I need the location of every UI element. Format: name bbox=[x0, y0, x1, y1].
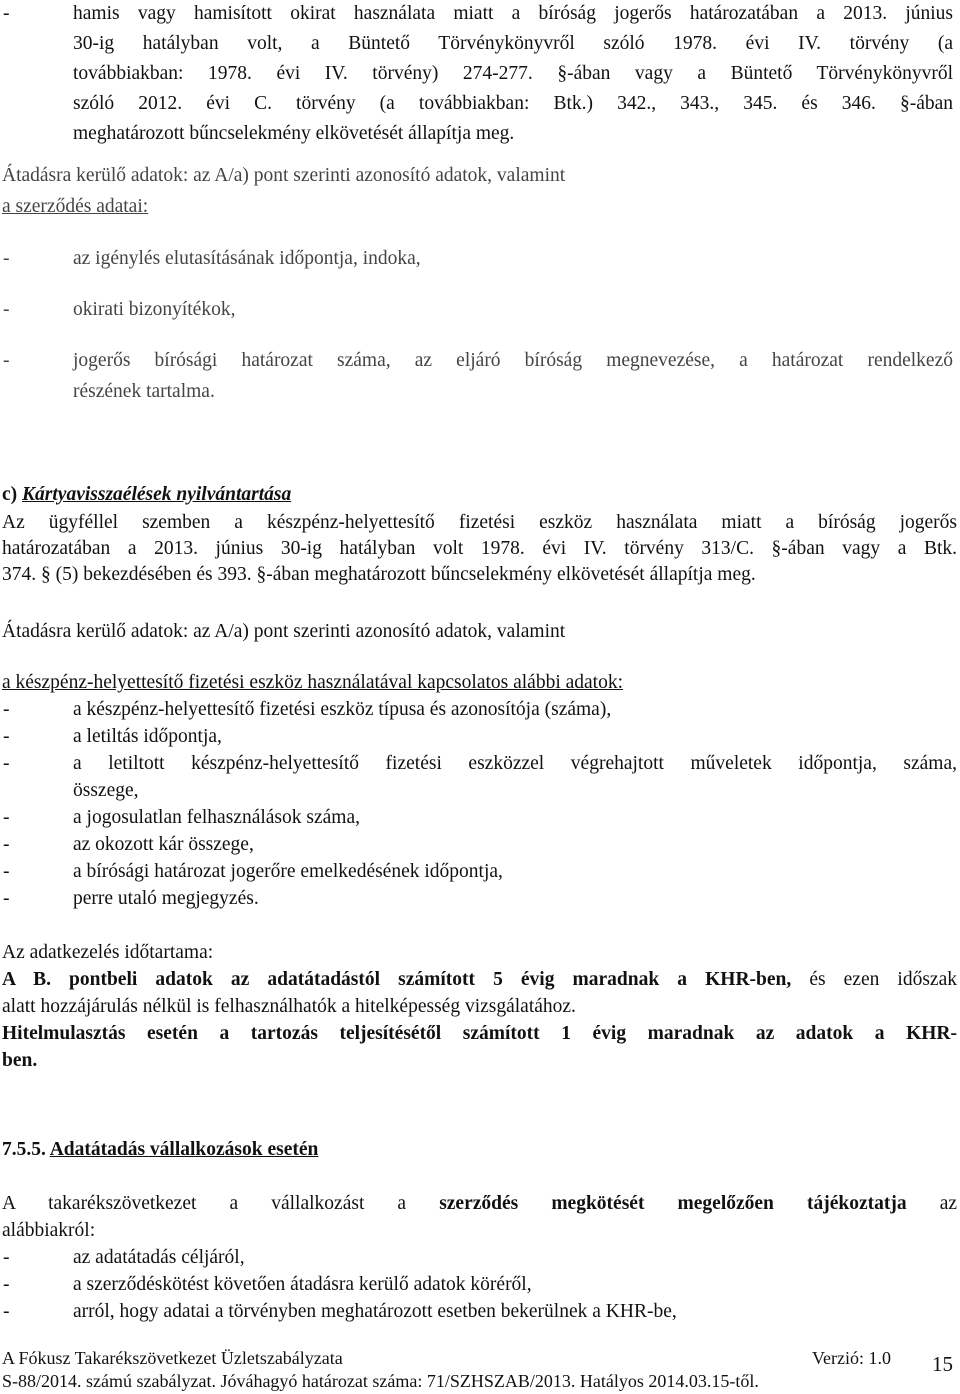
section-paragraph-line: Az ügyféllel szemben a készpénz-helyettesítő fizetési eszköz használata miatt a bíróság jogerős bbox=[2, 512, 957, 533]
section-title: Adatátadás vállalkozások esetén bbox=[49, 1139, 319, 1160]
top-item-line: hamis vagy hamisított okirat használata miatt a bíróság jogerős határozatában a 2013. június bbox=[73, 3, 953, 24]
list-item: a jogosulatlan felhasználások száma, bbox=[73, 807, 360, 828]
top-item-line: 30-ig hatályban volt, a Büntető Törvénykönyvről szóló 1978. évi IV. törvény (a bbox=[73, 33, 953, 54]
top-item-line: továbbiakban: 1978. évi IV. törvény) 274-277. §-ában vagy a Büntető Törvénykönyvről bbox=[73, 63, 953, 84]
list-item: a készpénz-helyettesítő fizetési eszköz típusa és azonosítója (száma), bbox=[73, 699, 612, 720]
section-heading bbox=[2, 1138, 318, 1162]
intro-text-underlined: a készpénz-helyettesítő fizetési eszköz használatával kapcsolatos alábbi adatok: bbox=[2, 672, 624, 693]
footer-version: Verzió: 1.0 bbox=[812, 1348, 891, 1368]
section-paragraph-line: alábbiakról: bbox=[2, 1220, 96, 1241]
list-item-continuation: összege, bbox=[73, 780, 139, 801]
list-dash: - bbox=[3, 350, 10, 371]
list-item: a bírósági határozat jogerőre emelkedésének időpontja, bbox=[73, 861, 503, 882]
section-heading bbox=[2, 483, 291, 507]
list-dash: - bbox=[3, 1247, 10, 1268]
list-dash: - bbox=[3, 888, 10, 909]
retention-bold-line: ben. bbox=[2, 1050, 38, 1071]
list-dash: - bbox=[3, 726, 10, 747]
emphasis-text: szerződés megkötését megelőzően tájékoztatja bbox=[439, 1193, 907, 1214]
list-item: az okozott kár összege, bbox=[73, 834, 254, 855]
list-dash: - bbox=[3, 3, 10, 24]
list-dash: - bbox=[3, 753, 10, 774]
list-dash: - bbox=[3, 1274, 10, 1295]
list-dash: - bbox=[3, 807, 10, 828]
list-item-continuation: részének tartalma. bbox=[73, 381, 215, 402]
top-item-line: meghatározott bűncselekmény elkövetését állapítja meg. bbox=[73, 123, 515, 144]
intro-text: Átadásra kerülő adatok: az A/a) pont szerinti azonosító adatok, valamint bbox=[2, 621, 566, 642]
list-item: perre utaló megjegyzés. bbox=[73, 888, 259, 909]
retention-bold-line: Hitelmulasztás esetén a tartozás teljesítésétől számított 1 évig maradnak az adatok a KHR- bbox=[2, 1023, 957, 1044]
section-number: 7.5.5. bbox=[2, 1139, 46, 1160]
top-item-line: szóló 2012. évi C. törvény (a továbbiakban: Btk.) 342., 343., 345. és 346. §-ában bbox=[73, 93, 953, 114]
section-label: c) bbox=[2, 484, 18, 505]
section-paragraph-line: határozatában a 2013. június 30-ig hatályban volt 1978. évi IV. törvény 313/C. §-ában vagy a Btk. bbox=[2, 538, 957, 559]
page-number: 15 bbox=[932, 1352, 953, 1376]
list-item: jogerős bírósági határozat száma, az eljáró bíróság megnevezése, a határozat rendelkező bbox=[73, 350, 953, 371]
section-title: Kártyavisszaélések nyilvántartása bbox=[22, 484, 292, 505]
section-paragraph-line: A takarékszövetkezet a vállalkozást a szerződés megkötését megelőzően tájékoztatja az bbox=[2, 1193, 958, 1214]
footer-title: A Fókusz Takarékszövetkezet Üzletszabályzata bbox=[2, 1348, 343, 1368]
intro-text: Átadásra kerülő adatok: az A/a) pont szerinti azonosító adatok, valamint bbox=[2, 165, 566, 186]
section-paragraph-line: 374. § (5) bekezdésében és 393. §-ában meghatározott bűncselekmény elkövetését állapítja meg. bbox=[2, 564, 756, 585]
list-dash: - bbox=[3, 861, 10, 882]
list-item: arról, hogy adatai a törvényben meghatározott esetben bekerülnek a KHR-be, bbox=[73, 1301, 677, 1322]
retention-text: és ezen időszak bbox=[791, 969, 957, 990]
retention-label: Az adatkezelés időtartama: bbox=[2, 942, 214, 963]
list-dash: - bbox=[3, 699, 10, 720]
list-dash: - bbox=[3, 1301, 10, 1322]
list-item: a letiltott készpénz-helyettesítő fizetési eszközzel végrehajtott műveletek időpontja, száma, bbox=[73, 753, 957, 774]
retention-bold-text: A B. pontbeli adatok az adatátadástól számított 5 évig maradnak a KHR-ben, bbox=[2, 969, 792, 990]
retention-line bbox=[2, 968, 957, 992]
list-item: az adatátadás céljáról, bbox=[73, 1247, 245, 1268]
footer-regulation: S-88/2014. számú szabályzat. Jóváhagyó határozat száma: 71/SZHSZAB/2013. Hatályos 2014.03.15-től. bbox=[2, 1371, 759, 1391]
list-dash: - bbox=[3, 248, 10, 269]
list-item: az igénylés elutasításának időpontja, indoka, bbox=[73, 248, 421, 269]
list-item: okirati bizonyítékok, bbox=[73, 299, 236, 320]
list-item: a szerződéskötést követően átadásra kerülő adatok köréről, bbox=[73, 1274, 532, 1295]
list-dash: - bbox=[3, 834, 10, 855]
list-dash: - bbox=[3, 299, 10, 320]
retention-line: alatt hozzájárulás nélkül is felhasználhatók a hitelképesség vizsgálatához. bbox=[2, 996, 576, 1017]
intro-text-underlined: a szerződés adatai: bbox=[2, 196, 149, 217]
list-item: a letiltás időpontja, bbox=[73, 726, 222, 747]
